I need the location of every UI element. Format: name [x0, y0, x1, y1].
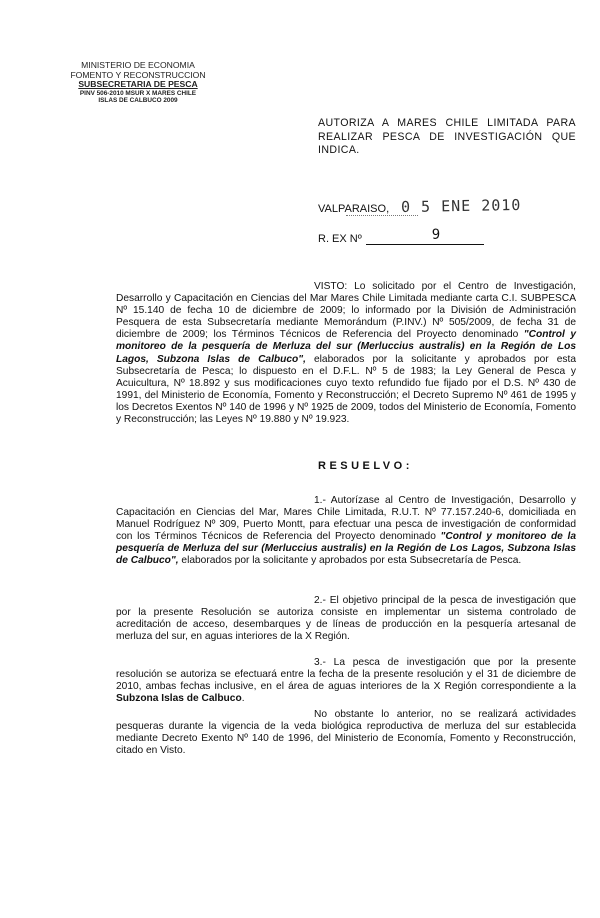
city: VALPARAISO, — [318, 203, 390, 215]
place-date — [318, 197, 522, 215]
item-1-paragraph — [116, 495, 576, 568]
header-line-1: MINISTERIO DE ECONOMIA — [81, 60, 195, 70]
resolution-number-value: 9 — [431, 227, 441, 243]
date-stamp: 0 5 ENE 2010 — [400, 195, 522, 217]
stamp-divider — [346, 215, 418, 216]
header-line-3: SUBSECRETARIA DE PESCA — [78, 79, 198, 90]
header-line-5: ISLAS DE CALBUCO 2009 — [98, 97, 178, 105]
item-2-text: 2.- El objetivo principal de la pesca de investigación que por la presente Resolución se autoriza consiste en implementar un sistema controlado de acreditación de acceso, desembarques y de líneas de producción en la pesquería artesanal de merluza del sur, en aguas interiores de la X Región. — [116, 595, 576, 643]
visto-text-1: VISTO: Lo solicitado por el Centro de Investigación, Desarrollo y Capacitación en Ciencias del Mar Mares Chile Limitada mediante carta C.I. SUBPESCA Nº 15.140 de fecha 10 de diciembre de 2009; lo informado por la División de Administración Pesquera de esta Subsecretaría mediante Memorándum (P.INV.) Nº 505/2009, de fecha 31 de diciembre de 2009; los Términos Técnicos de Referencia del Proyecto denominado — [116, 281, 576, 341]
item-2-paragraph — [116, 595, 576, 643]
resuelvo-heading: RESUELVO: — [318, 460, 413, 472]
ministry-header — [58, 61, 218, 105]
item-3-text-1: 3.- La pesca de investigación que por la presente resolución se autoriza se efectuará entre la fecha de la presente resolución y el 31 de diciembre de 2010, ambas fechas inclusive, en el área de aguas interiores de la X Región correspondiente a la — [116, 657, 576, 693]
item-1-text-1: 1.- Autorízase al Centro de Investigación, Desarrollo y Capacitación en Ciencias del Mar, Mares Chile Limitada, R.U.T. Nº 77.157.240-6, domiciliada en Manuel Rodríguez Nº 309, Puerto Montt, para efectuar una pesca de investigación de conformidad con los Términos Técnicos de Referencia del Proyecto denominado — [116, 495, 576, 543]
header-line-2: FOMENTO Y RECONSTRUCCION — [70, 69, 206, 80]
item-3-paragraph — [116, 657, 576, 705]
resolution-label: R. EX Nº — [318, 233, 362, 245]
item-3-text-2: . — [241, 693, 245, 705]
item-1-text-2: elaborados por la solicitante y aprobados por esta Subsecretaría de Pesca. — [178, 555, 522, 567]
subject-text: AUTORIZA A MARES CHILE LIMITADA PARA REALIZAR PESCA DE INVESTIGACIÓN QUE INDICA. — [318, 117, 576, 156]
visto-paragraph — [116, 281, 576, 426]
item-1-project-title: "Control y monitoreo de la pesquería de Merluza del sur (Merluccius australis) en la Región de Los Lagos, Subzona Islas de Calbuco", — [116, 531, 576, 567]
visto-text-2: elaborados por la solicitante y aprobados por esta Subsecretaría de Pesca; lo dispuesto en el D.F.L. Nº 5 de 1983; la Ley General de Pesca y Acuicultura, Nº 18.892 y sus modificaciones cuyo texto refundido fue fijado por el D.S. Nº 430 de 1991, del Ministerio de Economía, Fomento y Reconstrucción; el Decreto Supremo Nº 461 de 1995 y los Decretos Exentos Nº 140 de 1996 y Nº 1925 de 2009, todos del Ministerio de Economía, Fomento y Reconstrucción; las Leyes Nº 19.880 y Nº 19.923. — [116, 353, 576, 426]
item-3-subzona: Subzona Islas de Calbuco — [116, 693, 242, 705]
resolution-number-line — [366, 227, 484, 245]
item-4-paragraph — [116, 709, 576, 757]
resolution-number — [318, 227, 484, 245]
visto-project-title: "Control y monitoreo de la pesquería de Merluza del sur (Merluccius australis) en la Región de Los Lagos, Subzona Islas de Calbuco", — [116, 329, 576, 365]
item-4-text: No obstante lo anterior, no se realizará actividades pesqueras durante la vigencia de la veda biológica reproductiva de merluza del sur establecida mediante Decreto Exento Nº 140 de 1996, del Ministerio de Economía, Fomento y Reconstrucción, citado en Visto. — [116, 709, 576, 757]
header-line-4: PINV 506-2010 MSUR X MARES CHILE — [79, 89, 197, 97]
